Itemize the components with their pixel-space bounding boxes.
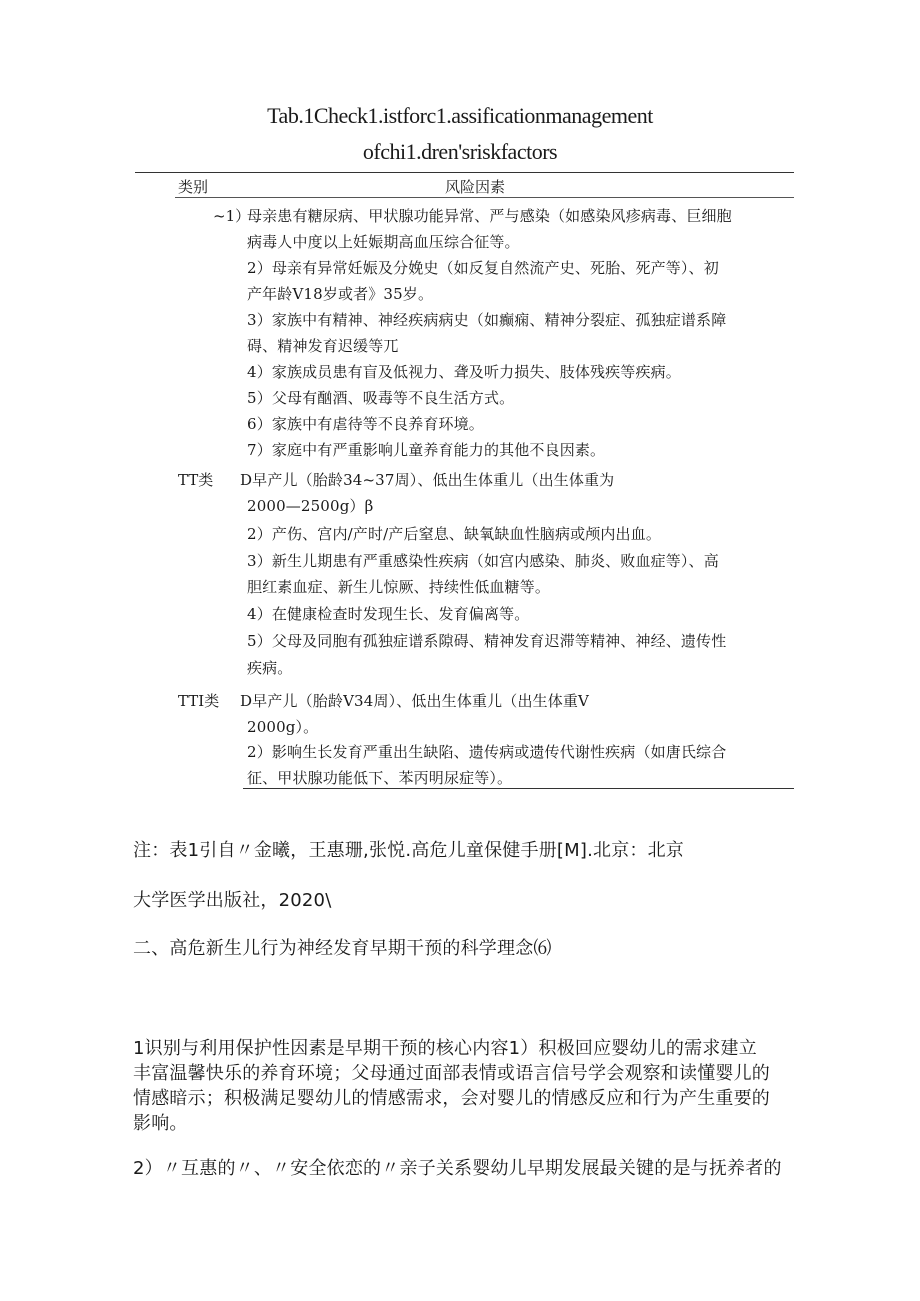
paragraph-line: 影响。 — [133, 1113, 188, 1134]
table-title-line-1: Tab.1Check1.istforc1.assificationmanagement — [267, 103, 653, 128]
table-cell-line: D早产儿（胎龄V34周）、低出生体重儿（出生体重V — [240, 692, 590, 710]
paragraph-line: 1识别与利用保护性因素是早期干预的核心内容1）积极回应婴幼儿的需求建立 — [133, 1038, 757, 1059]
table-cell-line: 病毒人中度以上妊娠期高血压综合征等。 — [247, 233, 520, 251]
table-cell-line: 2）母亲有异常妊娠及分娩史（如反复自然流产史、死胎、死产等）、初 — [247, 259, 719, 277]
table-cell-line: 3）家族中有精神、神经疾病病史（如癫痫、精神分裂症、孤独症谱系障 — [247, 311, 727, 329]
header-risk-factors: 风险因素 — [445, 178, 506, 196]
table-cell-line: 5）父母有酗酒、吸毒等不良生活方式。 — [247, 389, 515, 407]
table-cell-line: 2000—2500g）β — [247, 497, 374, 515]
header-category: 类别 — [178, 178, 209, 196]
table-header-rule — [175, 197, 794, 198]
category-1-label: ~1） — [213, 207, 251, 225]
category-2-label: TT类 — [178, 471, 214, 489]
table-cell-line: 7）家庭中有严重影响儿童养育能力的其他不良因素。 — [247, 441, 606, 459]
category-3-label: TTI类 — [178, 692, 220, 710]
table-note-line-1: 注：表1引自〃金曦，王惠珊,张悦.高危儿童保健手册[M].北京：北京 — [133, 840, 684, 861]
table-cell-line: 4）在健康检查时发现生长、发育偏离等。 — [247, 605, 530, 623]
table-cell-line: 5）父母及同胞有孤独症谱系隙碍、精神发育迟滞等精神、神经、遗传性 — [247, 632, 727, 650]
section-heading: 二、高危新生儿行为神经发育早期干预的科学理念⑹ — [133, 938, 552, 959]
table-top-rule — [135, 172, 794, 173]
table-cell-line: 2）产伤、宫内/产时/产后窒息、缺氧缺血性脑病或颅内出血。 — [247, 525, 662, 543]
table-cell-line: 2）影响生长发育严重出生缺陷、遗传病或遗传代谢性疾病（如唐氏综合 — [247, 743, 727, 761]
table-cell-line: D早产儿（胎龄34~37周）、低出生体重儿（出生体重为 — [240, 471, 615, 489]
paragraph-2-line: 2）〃互惠的〃、〃安全依恋的〃亲子关系婴幼儿早期发展最关键的是与抚养者的 — [133, 1158, 782, 1179]
table-cell-line: 2000g）。 — [247, 718, 319, 736]
paragraph-line: 丰富温馨快乐的养育环境；父母通过面部表情或语言信号学会观察和读懂婴儿的 — [133, 1063, 770, 1084]
paragraph-line: 情感暗示；积极满足婴幼儿的情感需求，会对婴儿的情感反应和行为产生重要的 — [133, 1088, 770, 1109]
table-cell-line: 6）家族中有虐待等不良养育环境。 — [247, 415, 484, 433]
table-cell-line: 4）家族成员患有盲及低视力、聋及听力损失、肢体残疾等疾病。 — [247, 363, 681, 381]
table-cell-line: 3）新生儿期患有严重感染性疾病（如宫内感染、肺炎、败血症等）、高 — [247, 552, 719, 570]
table-cell-line: 疾病。 — [247, 659, 293, 677]
table-cell-line: 碍、精神发育迟缓等兀 — [247, 337, 399, 355]
table-cell-line: 母亲患有糖尿病、甲状腺功能异常、严与感染（如感染风疹病毒、巨细胞 — [247, 207, 732, 225]
table-title-line-2: ofchi1.dren'sriskfactors — [362, 139, 558, 164]
table-cell-line: 胆红素血症、新生儿惊厥、持续性低血糖等。 — [247, 578, 551, 596]
table-note-line-2: 大学医学出版社，2020\ — [133, 890, 332, 911]
table-bottom-rule — [243, 788, 794, 789]
table-cell-line: 征、甲状腺功能低下、苯丙明尿症等）。 — [247, 769, 513, 787]
table-cell-line: 产年龄V18岁或者》35岁。 — [247, 285, 434, 303]
